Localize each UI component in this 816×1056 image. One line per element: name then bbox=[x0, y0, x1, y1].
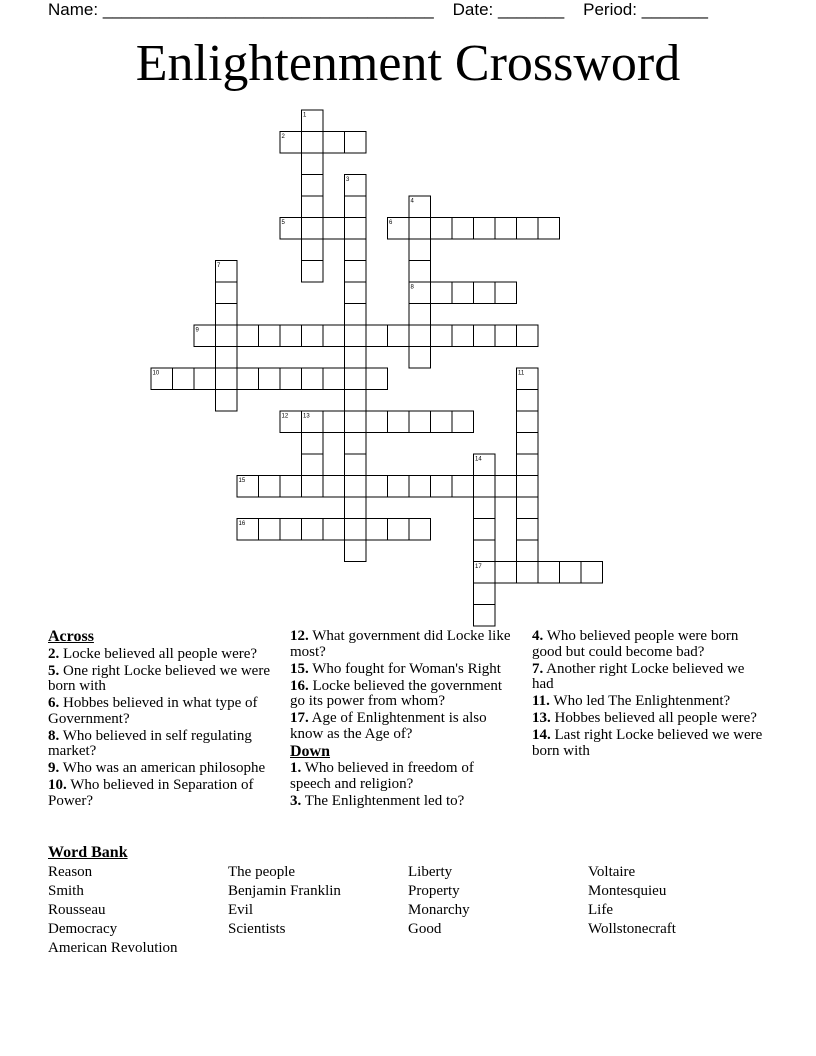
clue-item bbox=[290, 794, 518, 810]
clue-column-1 bbox=[48, 629, 276, 811]
clue-text: Who was an american philosophe bbox=[59, 760, 266, 776]
word-bank-heading: Word Bank bbox=[48, 844, 128, 861]
clue-number: 17. bbox=[290, 710, 309, 726]
name-blank[interactable]: ___________________________________ bbox=[102, 0, 434, 19]
grid-cell[interactable] bbox=[366, 476, 388, 498]
grid-cell[interactable] bbox=[259, 519, 281, 541]
grid-cell[interactable] bbox=[216, 282, 238, 304]
clue-text: Hobbes believed in what type of Government? bbox=[48, 695, 258, 727]
word-bank-item: Reason bbox=[48, 864, 93, 880]
grid-cell[interactable] bbox=[495, 476, 517, 498]
grid-cell[interactable] bbox=[495, 562, 517, 584]
date-blank[interactable]: _______ bbox=[498, 0, 565, 19]
clue-number: 12. bbox=[290, 628, 309, 644]
grid-cell[interactable] bbox=[345, 540, 367, 562]
grid-cell[interactable] bbox=[517, 390, 539, 412]
word-bank-item: Voltaire bbox=[588, 864, 636, 880]
grid-cell[interactable] bbox=[237, 368, 259, 390]
grid-cell[interactable] bbox=[581, 562, 603, 584]
grid-cell[interactable] bbox=[345, 390, 367, 412]
grid-cell[interactable] bbox=[366, 368, 388, 390]
grid-cell[interactable] bbox=[409, 411, 431, 433]
clue-item bbox=[48, 647, 276, 663]
grid-cell[interactable] bbox=[280, 368, 302, 390]
name-label: Name: bbox=[48, 0, 99, 19]
grid-cell[interactable] bbox=[388, 325, 410, 347]
word-bank-item: Montesquieu bbox=[588, 883, 667, 899]
grid-cell[interactable] bbox=[345, 218, 367, 240]
grid-cell[interactable] bbox=[345, 304, 367, 326]
word-bank-column-4 bbox=[588, 863, 676, 939]
clue-text: Locke believed all people were? bbox=[59, 645, 258, 662]
grid-cell[interactable] bbox=[366, 411, 388, 433]
grid-cell[interactable] bbox=[474, 497, 496, 519]
grid-cell[interactable] bbox=[452, 325, 474, 347]
grid-cell[interactable] bbox=[302, 132, 324, 154]
grid-cell[interactable] bbox=[302, 153, 324, 175]
grid-cell[interactable] bbox=[409, 325, 431, 347]
grid-cell[interactable] bbox=[474, 519, 496, 541]
clue-item bbox=[48, 664, 276, 695]
word-bank-item: Wollstonecraft bbox=[588, 921, 676, 937]
clue-item bbox=[48, 729, 276, 760]
grid-cell[interactable] bbox=[345, 347, 367, 369]
clue-number-label: 4 bbox=[410, 198, 414, 205]
grid-cell[interactable] bbox=[345, 476, 367, 498]
clue-number: 9. bbox=[48, 760, 60, 776]
grid-cell[interactable] bbox=[431, 325, 453, 347]
clue-number-label: 7 bbox=[217, 263, 221, 269]
grid-cell[interactable] bbox=[538, 562, 560, 584]
grid-cell[interactable] bbox=[302, 261, 324, 283]
grid-cell[interactable] bbox=[388, 411, 410, 433]
grid-cell[interactable] bbox=[194, 368, 216, 390]
grid-cell[interactable] bbox=[517, 476, 539, 498]
grid-cell[interactable] bbox=[345, 239, 367, 261]
grid-cell[interactable] bbox=[216, 368, 238, 390]
grid-cell[interactable] bbox=[259, 325, 281, 347]
clue-item bbox=[532, 728, 768, 759]
grid-cell[interactable] bbox=[345, 454, 367, 476]
clue-text: Locke believed the government go its power from whom? bbox=[290, 677, 503, 709]
grid-cell[interactable] bbox=[452, 218, 474, 240]
grid-cell[interactable] bbox=[474, 282, 496, 304]
clue-number: 15. bbox=[290, 660, 309, 677]
grid-cell[interactable] bbox=[345, 433, 367, 455]
clue-number: 4. bbox=[532, 628, 544, 644]
clue-number-label: 13 bbox=[303, 413, 310, 420]
grid-cell[interactable] bbox=[323, 411, 345, 433]
word-bank-item: American Revolution bbox=[48, 940, 178, 956]
grid-cell[interactable] bbox=[259, 476, 281, 498]
clue-number: 8. bbox=[48, 727, 60, 744]
clue-item bbox=[290, 711, 518, 742]
grid-cell[interactable] bbox=[345, 497, 367, 519]
word-bank-item: Smith bbox=[48, 883, 84, 899]
grid-cell[interactable] bbox=[495, 325, 517, 347]
grid-cell[interactable] bbox=[280, 476, 302, 498]
clue-item bbox=[290, 679, 518, 710]
clue-number-label: 10 bbox=[152, 370, 160, 377]
clue-number-label: 14 bbox=[475, 456, 482, 463]
grid-cell[interactable] bbox=[517, 497, 539, 519]
grid-cell[interactable] bbox=[345, 519, 367, 541]
page-title: Enlightenment Crossword bbox=[135, 35, 681, 92]
word-bank-item: Good bbox=[408, 921, 442, 937]
clue-item bbox=[48, 696, 276, 727]
grid-cell[interactable] bbox=[517, 325, 539, 347]
grid-cell[interactable] bbox=[323, 519, 345, 541]
word-bank-item: Democracy bbox=[48, 921, 118, 937]
word-bank-item: Property bbox=[408, 883, 460, 899]
clue-number: 13. bbox=[532, 710, 551, 726]
clue-number: 16. bbox=[290, 677, 309, 694]
grid-cell[interactable] bbox=[431, 282, 453, 304]
grid-cell[interactable] bbox=[302, 239, 324, 261]
grid-cell[interactable] bbox=[345, 411, 367, 433]
clue-number-label: 3 bbox=[346, 177, 350, 183]
clue-number: 10. bbox=[48, 777, 67, 793]
grid-cell[interactable] bbox=[517, 454, 539, 476]
grid-cell[interactable] bbox=[323, 476, 345, 498]
grid-cell[interactable] bbox=[474, 540, 496, 562]
clue-number-label: 11 bbox=[518, 370, 525, 377]
clue-number: 11. bbox=[532, 693, 550, 709]
grid-cell[interactable] bbox=[323, 368, 345, 390]
word-bank-item: The people bbox=[228, 864, 296, 880]
grid-cell[interactable] bbox=[409, 347, 431, 369]
grid-cell[interactable] bbox=[302, 476, 324, 498]
grid-cell[interactable] bbox=[560, 562, 582, 584]
clue-number-label: 12 bbox=[281, 413, 289, 420]
grid-cell[interactable] bbox=[474, 325, 496, 347]
clue-number-label: 2 bbox=[281, 134, 285, 140]
grid-cell[interactable] bbox=[366, 325, 388, 347]
word-bank-column-3 bbox=[408, 863, 470, 939]
clue-number-label: 16 bbox=[238, 521, 246, 527]
clue-number: 7. bbox=[532, 660, 544, 677]
grid-cell[interactable] bbox=[345, 282, 367, 304]
clue-item bbox=[48, 778, 276, 809]
grid-cell[interactable] bbox=[409, 476, 431, 498]
grid-cell[interactable] bbox=[345, 196, 367, 218]
grid-cell[interactable] bbox=[302, 519, 324, 541]
grid-cell[interactable] bbox=[302, 454, 324, 476]
across-heading: Across bbox=[48, 628, 94, 645]
clue-number: 14. bbox=[532, 727, 551, 743]
clue-number-label: 17 bbox=[475, 564, 482, 570]
grid-cell[interactable] bbox=[517, 540, 539, 562]
clue-number: 1. bbox=[290, 760, 302, 776]
clue-number: 2. bbox=[48, 645, 60, 662]
grid-cell[interactable] bbox=[474, 605, 496, 627]
clue-text: One right Locke believed we were born with bbox=[48, 662, 270, 694]
grid-cell[interactable] bbox=[452, 411, 474, 433]
clue-number-label: 8 bbox=[410, 284, 414, 291]
grid-cell[interactable] bbox=[388, 476, 410, 498]
grid-cell[interactable] bbox=[216, 390, 238, 412]
grid-cell[interactable] bbox=[345, 368, 367, 390]
grid-cell[interactable] bbox=[431, 218, 453, 240]
grid-cell[interactable] bbox=[216, 347, 238, 369]
grid-cell[interactable] bbox=[302, 175, 324, 197]
grid-cell[interactable] bbox=[474, 476, 496, 498]
grid-cell[interactable] bbox=[495, 282, 517, 304]
grid-cell[interactable] bbox=[323, 218, 345, 240]
grid-cell[interactable] bbox=[409, 218, 431, 240]
grid-cell[interactable] bbox=[302, 368, 324, 390]
grid-cell[interactable] bbox=[517, 218, 539, 240]
word-bank-item: Benjamin Franklin bbox=[228, 883, 341, 899]
grid-cell[interactable] bbox=[517, 411, 539, 433]
clue-text: Who fought for Woman's Right bbox=[308, 660, 501, 677]
grid-cell[interactable] bbox=[409, 261, 431, 283]
clue-number: 3. bbox=[290, 792, 302, 809]
clue-text: The Enlightenment led to? bbox=[301, 792, 465, 809]
clue-item bbox=[290, 761, 518, 792]
word-bank-item: Rousseau bbox=[48, 902, 106, 918]
grid-cell[interactable] bbox=[302, 325, 324, 347]
clue-text: Who believed people were born good but could become bad? bbox=[532, 628, 739, 660]
grid-cell[interactable] bbox=[323, 325, 345, 347]
grid-cell[interactable] bbox=[517, 519, 539, 541]
clue-text: Another right Locke believed we had bbox=[532, 660, 745, 692]
grid-cell[interactable] bbox=[388, 519, 410, 541]
word-bank-column-2 bbox=[228, 863, 341, 939]
grid-cell[interactable] bbox=[323, 132, 345, 154]
clue-number: 5. bbox=[48, 662, 60, 679]
word-bank-item: Monarchy bbox=[408, 902, 470, 918]
clue-text: Who believed in freedom of speech and religion? bbox=[290, 760, 474, 792]
clue-item bbox=[532, 629, 768, 660]
clue-number-label: 6 bbox=[389, 220, 393, 226]
down-heading: Down bbox=[290, 742, 331, 760]
grid-cell[interactable] bbox=[409, 519, 431, 541]
clue-number-label: 15 bbox=[238, 478, 246, 484]
clue-item bbox=[532, 711, 768, 727]
clue-text: Who believed in self regulating market? bbox=[48, 727, 252, 759]
grid-cell[interactable] bbox=[173, 368, 195, 390]
clue-text: What government did Locke like most? bbox=[290, 628, 511, 660]
clue-text: Age of Enlightenment is also know as the Age of? bbox=[290, 710, 487, 742]
grid-cell[interactable] bbox=[302, 218, 324, 240]
clue-item bbox=[290, 629, 518, 660]
grid-cell[interactable] bbox=[345, 325, 367, 347]
grid-cell[interactable] bbox=[345, 261, 367, 283]
word-bank-item: Scientists bbox=[228, 921, 286, 937]
clue-item bbox=[48, 761, 276, 777]
clue-column-3 bbox=[532, 629, 768, 761]
grid-cell[interactable] bbox=[216, 325, 238, 347]
grid-cell[interactable] bbox=[259, 368, 281, 390]
grid-cell[interactable] bbox=[280, 325, 302, 347]
clue-item bbox=[532, 694, 768, 710]
grid-cell[interactable] bbox=[517, 562, 539, 584]
clue-number-label: 9 bbox=[195, 327, 199, 334]
grid-cell[interactable] bbox=[474, 583, 496, 605]
grid-cell[interactable] bbox=[431, 476, 453, 498]
grid-cell[interactable] bbox=[280, 519, 302, 541]
grid-cell[interactable] bbox=[474, 218, 496, 240]
grid-cell[interactable] bbox=[345, 132, 367, 154]
grid-cell[interactable] bbox=[495, 218, 517, 240]
clue-number-label: 5 bbox=[281, 220, 285, 226]
word-bank-item: Life bbox=[588, 902, 613, 918]
grid-cell[interactable] bbox=[538, 218, 560, 240]
period-blank[interactable]: _______ bbox=[641, 0, 708, 19]
clue-text: Who led The Enlightenment? bbox=[549, 693, 731, 709]
grid-cell[interactable] bbox=[452, 282, 474, 304]
clue-column-2 bbox=[290, 629, 518, 811]
grid-cell[interactable] bbox=[302, 196, 324, 218]
clue-text: Last right Locke believed we were born with bbox=[532, 727, 763, 759]
grid-cell[interactable] bbox=[409, 304, 431, 326]
grid-cell[interactable] bbox=[409, 239, 431, 261]
clue-text: Hobbes believed all people were? bbox=[550, 710, 757, 726]
period-label: Period: bbox=[583, 0, 637, 19]
date-label: Date: bbox=[452, 0, 494, 19]
grid-cell[interactable] bbox=[302, 433, 324, 455]
grid-cell[interactable] bbox=[237, 325, 259, 347]
clue-number: 6. bbox=[48, 695, 60, 711]
word-bank-item: Evil bbox=[228, 902, 253, 918]
word-bank-column-1 bbox=[48, 863, 178, 958]
grid-cell[interactable] bbox=[517, 433, 539, 455]
clue-text: Who believed in Separation of Power? bbox=[48, 777, 254, 809]
clue-item bbox=[290, 662, 518, 678]
word-bank-item: Liberty bbox=[408, 864, 453, 880]
clue-number-label: 1 bbox=[303, 112, 307, 119]
clue-item bbox=[532, 662, 768, 693]
grid-cell[interactable] bbox=[431, 411, 453, 433]
grid-cell[interactable] bbox=[366, 519, 388, 541]
grid-cell[interactable] bbox=[452, 476, 474, 498]
grid-cell[interactable] bbox=[216, 304, 238, 326]
